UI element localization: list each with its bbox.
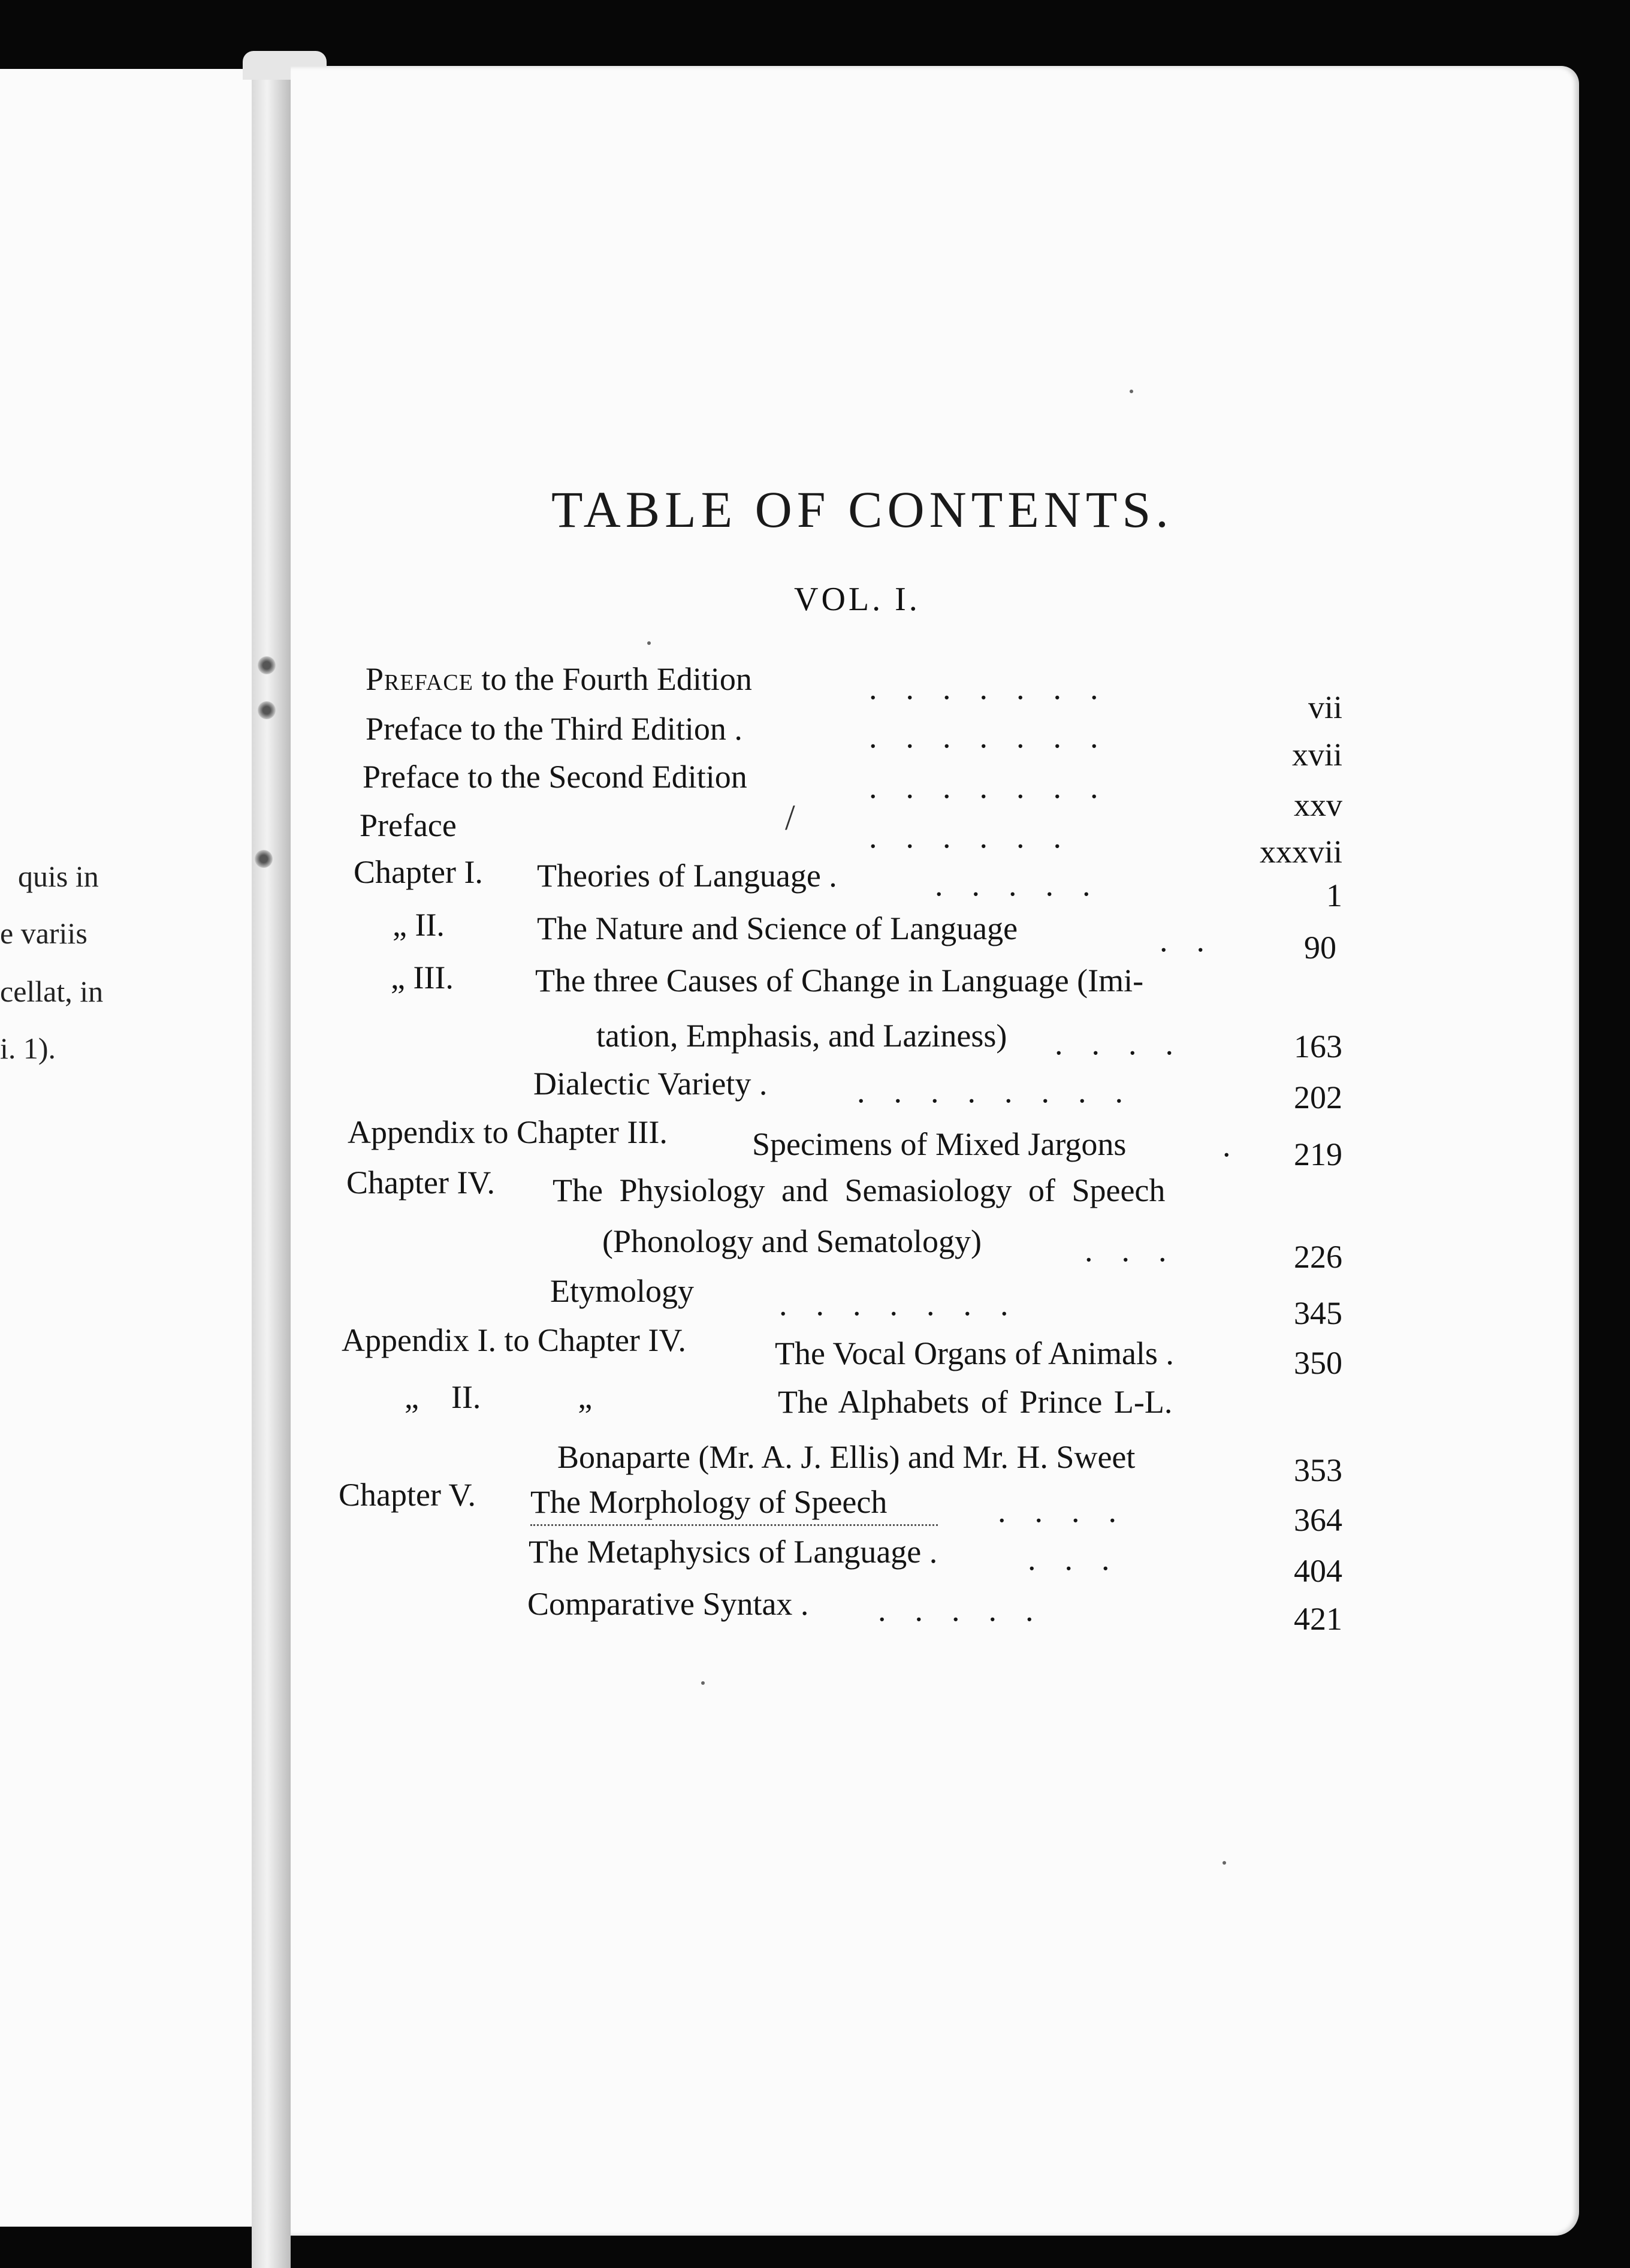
- paper-speck: [1222, 1861, 1226, 1865]
- toc-page-number: 1: [1326, 877, 1342, 913]
- paper-speck: [647, 641, 651, 645]
- toc-entry-prefix: „ II.: [393, 907, 445, 943]
- toc-entry-label: Specimens of Mixed Jargons: [752, 1126, 1127, 1162]
- toc-page-number: 163: [1294, 1029, 1342, 1064]
- facing-page-fragment: cellat, in: [0, 975, 104, 1008]
- dot-leader: .......: [869, 670, 1127, 706]
- toc-entry-label: tation, Emphasis, and Laziness): [596, 1018, 1007, 1054]
- binding-hole: [258, 701, 276, 719]
- toc-page-number: 226: [1294, 1239, 1342, 1275]
- toc-entry-prefix: Chapter I.: [354, 854, 483, 890]
- toc-entry-label: (Phonology and Sematology): [602, 1223, 982, 1259]
- pencil-underline: [530, 1524, 938, 1526]
- toc-entry-label: The Physiology and Semasiology of Speech: [553, 1172, 1166, 1208]
- facing-page-fragment: e variis: [0, 916, 87, 950]
- toc-entry-label: The Vocal Organs of Animals .: [775, 1335, 1174, 1371]
- toc-entry-label: Preface to the Second Edition: [363, 759, 747, 795]
- binding-hole: [258, 656, 276, 674]
- toc-entry-label: The Alphabets of Prince L-L.: [778, 1384, 1173, 1420]
- dot-leader: ....: [1055, 1026, 1202, 1061]
- dot-leader: .....: [935, 867, 1119, 903]
- dot-leader: ......: [869, 819, 1090, 855]
- toc-page-number: vii: [1308, 689, 1342, 725]
- toc-page-number: 219: [1294, 1136, 1342, 1172]
- toc-page-number: 202: [1294, 1079, 1342, 1115]
- toc-entry-label: The three Causes of Change in Language (Imi-: [535, 963, 1144, 999]
- dot-leader: .......: [869, 769, 1127, 805]
- toc-entry-prefix: „ III.: [391, 960, 454, 996]
- toc-entry-label: The Metaphysics of Language .: [529, 1534, 938, 1570]
- toc-entry-prefix: Appendix I. to Chapter IV.: [342, 1322, 686, 1358]
- toc-page-number: xxv: [1294, 787, 1342, 823]
- toc-page-number: 364: [1294, 1502, 1342, 1538]
- toc-entry-label: Dialectic Variety .: [533, 1066, 768, 1102]
- dot-leader: ...: [1028, 1541, 1139, 1577]
- volume-heading: VOL. I.: [794, 581, 920, 618]
- toc-page-number: xvii: [1291, 737, 1342, 773]
- toc-page-number: 404: [1294, 1553, 1342, 1589]
- dot-leader: ..: [1160, 922, 1233, 958]
- dot-leader: .....: [878, 1592, 1062, 1628]
- toc-entry-label: Etymology: [550, 1273, 694, 1309]
- toc-page-number: xxxvii: [1259, 834, 1342, 870]
- toc-entry-label: Theories of Language .: [537, 858, 837, 894]
- toc-entry-label: Preface to the Third Edition .: [366, 711, 742, 747]
- dot-leader: .: [1222, 1127, 1260, 1163]
- facing-page-fragment: i. 1).: [0, 1032, 56, 1065]
- dot-leader: .......: [869, 719, 1127, 755]
- toc-page-number: 353: [1294, 1452, 1342, 1488]
- dot-leader: ....: [998, 1493, 1145, 1529]
- toc-entry-prefix: „ II. „: [405, 1379, 593, 1415]
- handwritten-mark: /: [785, 798, 795, 837]
- toc-page-number: 350: [1294, 1345, 1342, 1381]
- toc-entry-label: Comparative Syntax .: [527, 1586, 809, 1622]
- binding-hole: [255, 850, 273, 868]
- toc-entry-label: Bonaparte (Mr. A. J. Ellis) and Mr. H. Sweet: [557, 1439, 1136, 1475]
- dot-leader: ........: [857, 1073, 1152, 1109]
- toc-entry-label: Preface to the Fourth Edition: [366, 661, 752, 697]
- toc-entry-label: The Morphology of Speech: [530, 1484, 888, 1520]
- page-title: TABLE OF CONTENTS.: [551, 481, 1173, 538]
- toc-entry-label: Preface: [360, 807, 457, 843]
- dot-leader: ...: [1085, 1232, 1196, 1268]
- facing-page-fragment: quis in: [18, 859, 99, 893]
- toc-page-number: 90: [1304, 930, 1336, 966]
- toc-entry-prefix: Appendix to Chapter III.: [348, 1114, 668, 1150]
- facing-page: [0, 69, 252, 2227]
- toc-page-number: 421: [1294, 1601, 1342, 1637]
- dot-leader: .......: [779, 1286, 1037, 1322]
- paper-speck: [701, 1681, 705, 1685]
- toc-entry-prefix: Chapter V.: [339, 1477, 476, 1513]
- toc-entry-prefix: Chapter IV.: [346, 1165, 495, 1201]
- toc-page-number: 345: [1294, 1295, 1342, 1331]
- book-gutter: [252, 54, 291, 2268]
- toc-entry-label: The Nature and Science of Language: [537, 910, 1018, 946]
- paper-speck: [1130, 390, 1133, 393]
